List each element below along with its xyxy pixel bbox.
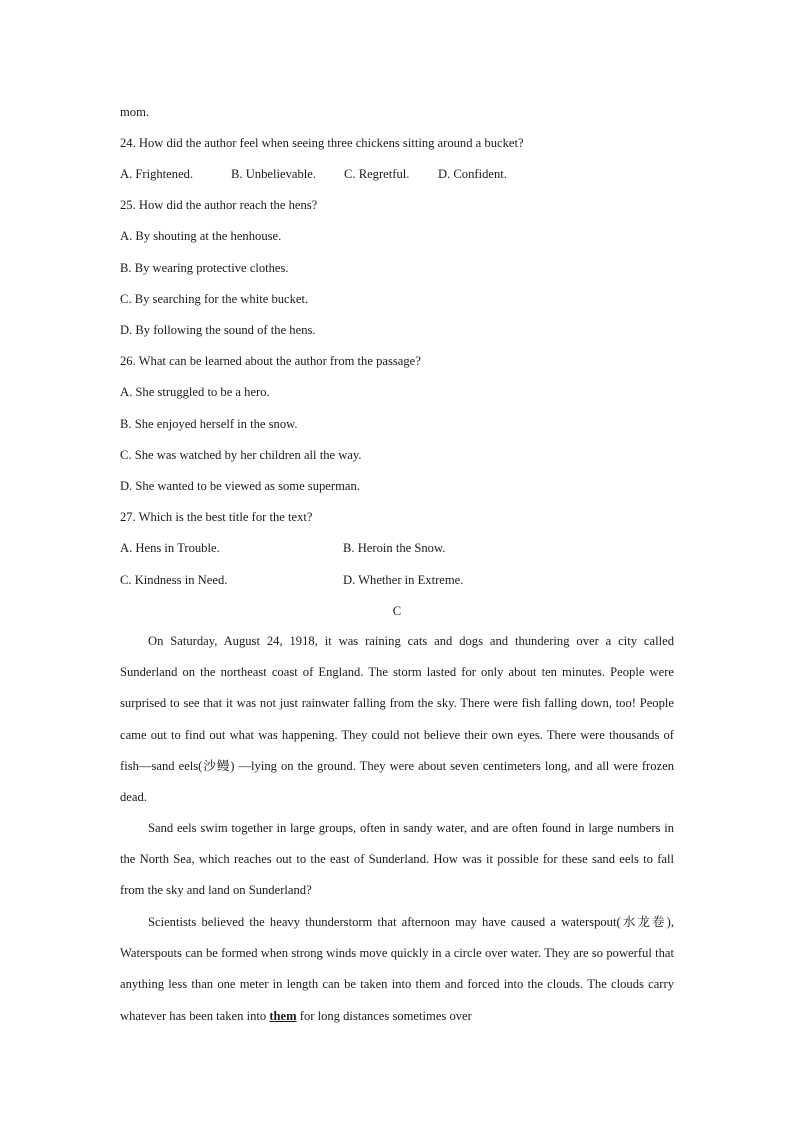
question-27-options-row2	[120, 572, 674, 588]
question-27-options-row1	[120, 540, 674, 556]
option-b: B. Heroin the Snow.	[343, 541, 446, 555]
option-a: A. She struggled to be a hero.	[120, 385, 270, 399]
option-c: C. She was watched by her children all the way.	[120, 448, 362, 462]
option-b: B. By wearing protective clothes.	[120, 261, 289, 275]
section-heading: C	[392, 604, 402, 618]
paragraph-3-text: Scientists believed the heavy thunderstorm that afternoon may have caused a waterspout(水龙卷), Waterspouts can be formed when strong winds move quickly in a circle over water. They are so powerful that anything less than one meter in length can be taken into them and forced into the clouds. The clouds carry whatever has been taken into	[120, 915, 674, 1023]
question-27: 27. Which is the best title for the text?	[120, 510, 313, 524]
passage-paragraph-1: On Saturday, August 24, 1918, it was raining cats and dogs and thundering over a city called Sunderland on the northeast coast of England. The storm lasted for only about ten minutes. People were surprised to see that it was not just rainwater falling from the sky. There were fish falling down, too! People came out to find out what was happening. They could not believe their own eyes. There were thousands of fish—sand eels(沙鳗) —lying on the ground. They were about seven centimeters long, and all were frozen dead.	[120, 634, 674, 805]
passage-paragraph-2: Sand eels swim together in large groups, often in sandy water, and are often found in large numbers in the North Sea, which reaches out to the east of Sunderland. How was it possible for these sand eels to fall from the sky and land on Sunderland?	[120, 821, 674, 898]
question-24-options	[120, 166, 674, 182]
option-a: A. Frightened.	[120, 167, 194, 181]
paragraph-3-tail: for long distances sometimes over	[296, 1008, 472, 1023]
option-c: C. Regretful.	[344, 167, 410, 181]
option-a: A. By shouting at the henhouse.	[120, 229, 282, 243]
option-c: C. Kindness in Need.	[120, 573, 228, 587]
option-b: B. Unbelievable.	[231, 167, 316, 181]
question-25: 25. How did the author reach the hens?	[120, 198, 318, 212]
option-c: C. By searching for the white bucket.	[120, 292, 309, 306]
option-d: D. Whether in Extreme.	[343, 573, 464, 587]
question-26: 26. What can be learned about the author from the passage?	[120, 354, 421, 368]
continuation-text: mom.	[120, 105, 150, 119]
option-d: D. She wanted to be viewed as some superman.	[120, 479, 360, 493]
option-b: B. She enjoyed herself in the snow.	[120, 417, 298, 431]
option-d: D. Confident.	[438, 167, 507, 181]
emphasized-word: them	[269, 1008, 297, 1023]
passage-paragraph-3	[120, 907, 674, 1032]
question-24: 24. How did the author feel when seeing three chickens sitting around a bucket?	[120, 136, 524, 150]
option-d: D. By following the sound of the hens.	[120, 323, 316, 337]
option-a: A. Hens in Trouble.	[120, 541, 220, 555]
